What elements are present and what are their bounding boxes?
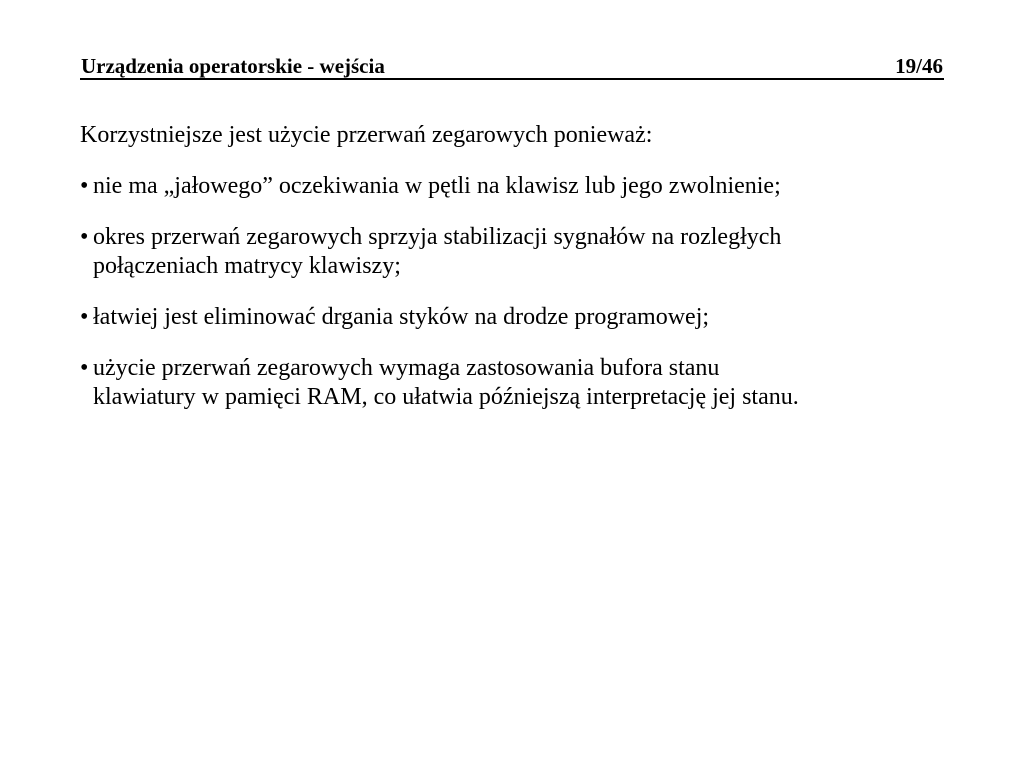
intro-text: Korzystniejsze jest użycie przerwań zegarowych ponieważ: xyxy=(80,122,653,148)
bullet-line: okres przerwań zegarowych sprzyja stabilizacji sygnałów na rozległych xyxy=(93,224,782,250)
bullet-icon: • xyxy=(80,224,89,250)
bullet-item xyxy=(80,354,960,412)
slide-title: Urządzenia operatorskie - wejścia xyxy=(81,54,385,78)
bullet-line: klawiatury w pamięci RAM, co ułatwia późniejszą interpretację jej stanu. xyxy=(93,384,799,410)
bullet-line: połączeniach matrycy klawiszy; xyxy=(93,253,401,279)
bullet-line: łatwiej jest eliminować drgania styków na drodze programowej; xyxy=(93,304,710,330)
bullet-icon: • xyxy=(80,355,89,381)
bullet-icon: • xyxy=(80,173,89,199)
slide-header xyxy=(80,54,944,80)
bullet-item xyxy=(80,172,960,201)
bullet-item xyxy=(80,223,960,281)
bullet-item xyxy=(80,303,960,332)
slide-body xyxy=(80,121,960,434)
bullet-icon: • xyxy=(80,304,89,330)
page-number: 19/46 xyxy=(895,54,943,78)
bullet-list xyxy=(80,172,960,412)
bullet-line: użycie przerwań zegarowych wymaga zastosowania bufora stanu xyxy=(93,355,720,381)
bullet-line: nie ma „jałowego” oczekiwania w pętli na klawisz lub jego zwolnienie; xyxy=(93,173,781,199)
